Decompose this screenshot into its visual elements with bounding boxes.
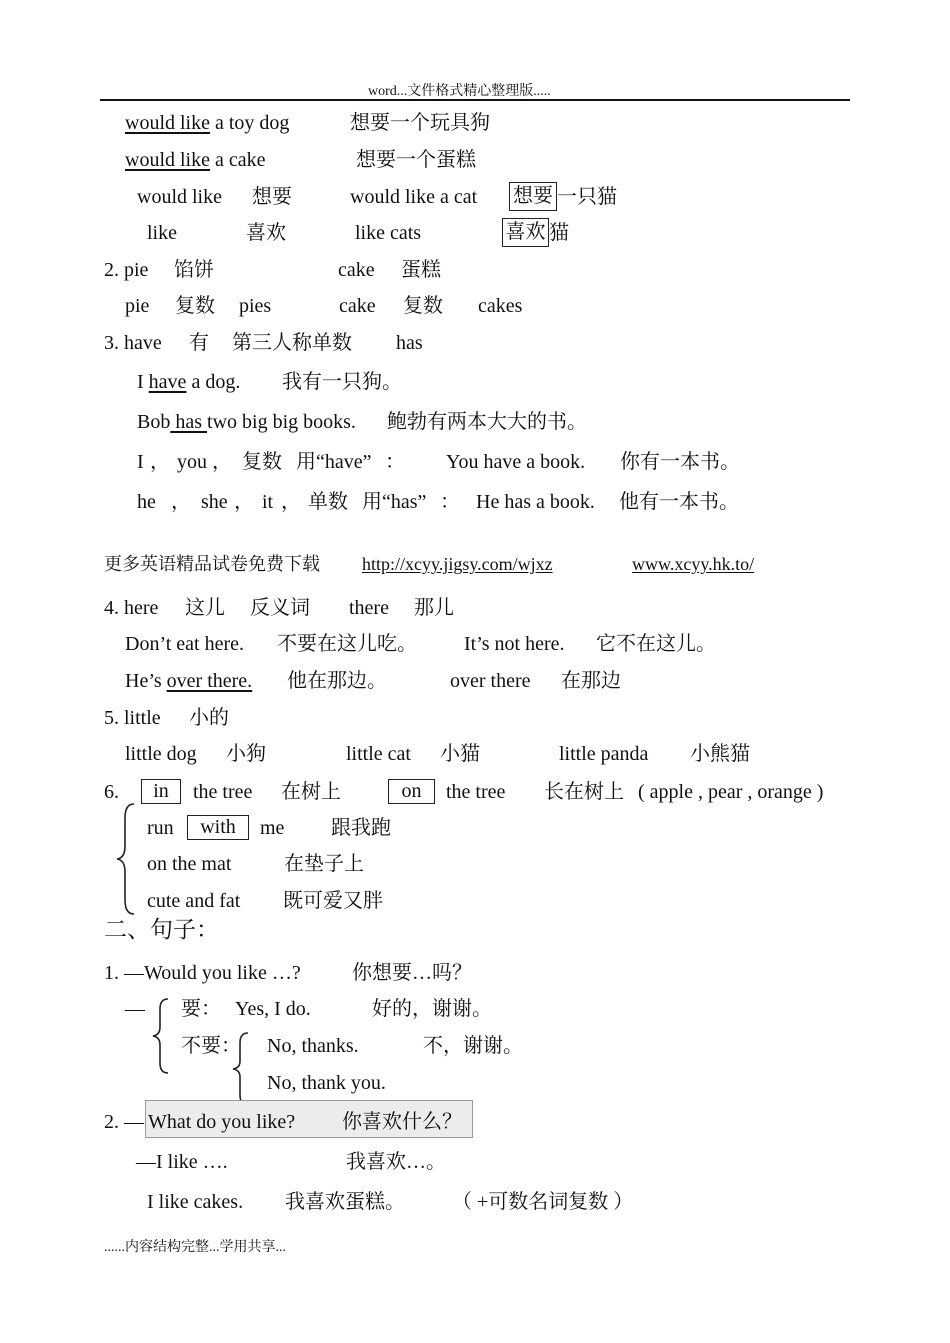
phrase-rest: a cake [210,149,266,171]
answer: —I like …. [136,1151,228,1173]
translation: 你有一本书。 [620,451,740,473]
question: 1. —Would you like …? [104,962,301,984]
sentence-part: a dog. [186,371,241,393]
page-header: word...文件格式精心整理版..... [368,84,551,99]
pronoun: I [137,451,144,473]
fruit-list: ( apple , pear , orange ) [638,781,824,803]
answer-label: 不要： [181,1035,241,1057]
phrase: like cats [355,222,422,244]
pronoun: he [137,491,156,513]
brace-no-group [229,1031,255,1107]
translation: 我喜欢…。 [346,1151,446,1173]
boxed-word: 喜欢 [502,218,549,247]
example-sentence: I like cakes. [147,1191,244,1213]
translation: 有 [189,332,209,354]
translation: 他在那边。 [287,670,387,692]
translation: 你喜欢什么？ [342,1111,462,1133]
translation: 你想要…吗？ [352,962,472,984]
translation: 鲍勃有两本大大的书。 [387,411,587,433]
answer: Yes, I do. [235,998,311,1020]
translation: 好的，谢谢。 [372,998,492,1020]
translation: 这儿 [185,597,225,619]
boxed-preposition: in [141,779,181,804]
third-person-form: has [396,332,423,354]
phrase: little dog [125,743,197,765]
translation: 小狗 [226,743,266,765]
translation: 蛋糕 [401,259,441,281]
pronoun: it [262,491,274,513]
download-link-2[interactable]: www.xcyy.hk.to/ [632,554,755,574]
underlined-verb: has [170,411,208,433]
phrase: cute and fat [147,890,241,912]
translation: 跟我跑 [331,817,391,839]
translation: 不，谢谢。 [423,1035,523,1057]
item-2-label: 2. pie [104,259,149,281]
phrase: the tree [193,781,253,803]
translation: 既可爱又胖 [283,890,383,912]
question: What do you like? [148,1111,296,1133]
word: like [147,222,177,244]
word: run [147,817,174,839]
item-4-label: 4. here [104,597,159,619]
ad-text: 更多英语精品试卷免费下载 [104,554,320,574]
translation: 那儿 [414,597,454,619]
header-rule [100,99,850,101]
boxed-preposition: with [187,815,249,840]
example-sentence [137,370,240,394]
phrase-translation-rest: 一只猫 [557,186,617,208]
page-footer: ......内容结构完整...学用共享... [104,1240,286,1255]
translation: 馅饼 [174,259,214,281]
item-6-label: 6. [104,781,119,803]
translation: 小的 [189,707,229,729]
grammar-note: （ +可数名词复数 ） [452,1191,634,1213]
translation: 我有一只狗。 [282,371,402,393]
pronoun: you [177,451,207,473]
translation: 想要一个蛋糕 [356,149,476,171]
translation: 在树上 [281,781,341,803]
number-label: 复数 [242,451,282,473]
translation: 长在树上 [544,781,624,803]
translation: 我喜欢蛋糕。 [285,1191,405,1213]
example-sentence [137,410,356,434]
usage-note: 用“have” [296,451,372,473]
brace-left-group [112,802,142,916]
download-link-1[interactable]: http://xcyy.jigsy.com/wjxz [362,554,553,574]
translation: 想要一个玩具狗 [350,112,490,134]
separator: ， [171,491,191,513]
brace-answer-group [148,997,176,1075]
plural-label: 复数 [403,295,443,317]
translation: 小猫 [440,743,480,765]
phrase: would like a cat [350,186,478,208]
phrase: over there [450,670,531,692]
example-sentence [125,669,252,693]
example-sentence: You have a book. [446,451,586,473]
colon: ： [385,451,405,473]
antonym-label: 反义词 [250,597,310,619]
underlined-phrase: over there. [166,670,253,692]
phrase-rest: a toy dog [210,112,290,134]
boxed-word: 想要 [509,182,557,211]
translation: 小熊猫 [690,743,750,765]
separator: ， [150,451,170,473]
word: would like [137,186,222,208]
answer-label: 要： [181,998,221,1020]
word: cake [339,295,376,317]
underlined-phrase: would like [125,149,210,171]
answer: No, thank you. [267,1072,386,1094]
separator: ， [234,491,254,513]
word-translation: 喜欢 [246,222,286,244]
phrase: little panda [559,743,649,765]
plural-label: 复数 [175,295,215,317]
translation: 他有一本书。 [619,491,739,513]
example-sentence: He has a book. [476,491,595,513]
underlined-phrase: would like [125,112,210,134]
sentence-part: I [137,371,149,393]
word: pie [125,295,150,317]
item-5-label: 5. little [104,707,161,729]
sentence-part: Bob [137,411,171,433]
translation: 在垫子上 [284,853,364,875]
phrase: the tree [446,781,506,803]
example-sentence: Don’t eat here. [125,633,245,655]
sentence-part: He’s [125,670,167,692]
boxed-preposition: on [388,779,435,804]
question-number: 2. — [104,1111,144,1133]
dash: — [125,998,145,1020]
usage-note: 用“has” [362,491,427,513]
pronoun: she [201,491,228,513]
number-label: 单数 [308,491,348,513]
separator: ， [212,451,232,473]
phrase: on the mat [147,853,232,875]
phrase-translation-rest: 猫 [549,222,569,244]
plural-form: pies [239,295,272,317]
row-would-like-dog [125,111,289,135]
word: cake [338,259,375,281]
phrase: little cat [346,743,411,765]
translation: 在那边 [561,670,621,692]
separator: ， [281,491,301,513]
third-person-label: 第三人称单数 [232,332,352,354]
answer: No, thanks. [267,1035,359,1057]
example-sentence: It’s not here. [464,633,565,655]
underlined-verb: have [148,371,187,393]
word-translation: 想要 [252,186,292,208]
antonym: there [349,597,389,619]
row-would-like-cake [125,148,266,172]
translation: 不要在这儿吃。 [277,633,417,655]
item-3-label: 3. have [104,332,162,354]
translation: 它不在这儿。 [596,633,716,655]
colon: ： [440,491,460,513]
word: me [260,817,285,839]
section-title: 二、句子： [104,917,219,942]
plural-form: cakes [478,295,523,317]
sentence-part: two big big books. [207,411,356,433]
